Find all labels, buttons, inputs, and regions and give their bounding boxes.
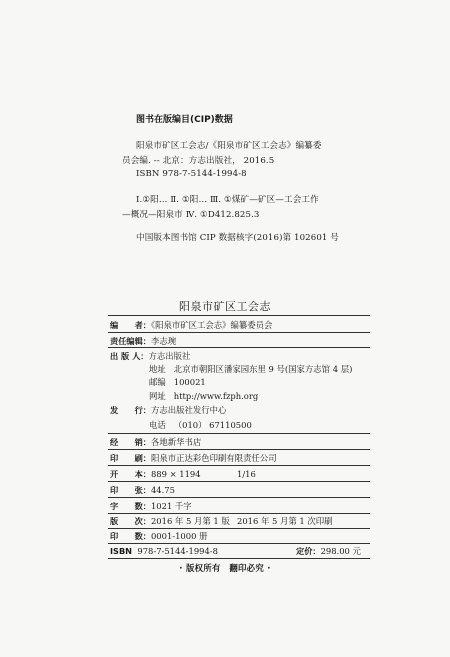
responsible-editor-row: [110, 336, 176, 346]
address-label: 地址: [149, 364, 166, 374]
printing-value: 2016 年 5 月第 1 次印刷: [237, 516, 333, 526]
phone-value: （010） 67110500: [173, 420, 252, 430]
postcode-value: 100021: [173, 377, 206, 387]
divider: [108, 543, 370, 544]
edition-value: 2016 年 5 月第 1 版: [150, 516, 230, 526]
printer-label: 印 刷：: [110, 453, 151, 463]
words-label: 字 数：: [110, 501, 151, 511]
website-row: [149, 391, 258, 401]
copies-value: 0001-1000 册: [150, 531, 208, 541]
isbn-value: 978-7-5144-1994-8: [137, 546, 218, 556]
printer-row: [110, 453, 277, 463]
sheets-row: [110, 485, 175, 495]
publisher-row: [110, 351, 190, 361]
website-label: 网址: [149, 391, 166, 401]
editor-row: [110, 320, 272, 330]
distribution-value: 方志出版社发行中心: [150, 405, 227, 415]
divider: [108, 433, 370, 434]
edition-label: 版 次：: [110, 516, 151, 526]
seller-row: [110, 437, 201, 447]
words-row: [110, 501, 192, 511]
divider-top: [108, 315, 370, 316]
phone-row: [149, 420, 252, 430]
divider: [108, 481, 370, 482]
copyright-notice: · 版权所有 翻印必究 ·: [179, 563, 271, 573]
responsible-editor-value: 李志琬: [150, 336, 177, 346]
website-link[interactable]: http://www.fzph.org: [173, 391, 259, 401]
postcode-row: [149, 377, 206, 387]
format-label: 开 本：: [110, 469, 151, 479]
postcode-label: 邮编: [149, 377, 166, 387]
divider: [108, 513, 370, 514]
divider: [108, 332, 370, 333]
printer-value: 阳泉市正达彩色印刷有限责任公司: [150, 453, 277, 463]
divider: [108, 465, 370, 466]
price-label: 定价：: [296, 546, 321, 556]
seller-value: 各地新华书店: [150, 437, 202, 447]
divider-bottom: [108, 558, 370, 559]
cip-publisher-line: 员会编. -- 北京：方志出版社， 2016.5: [122, 156, 275, 166]
format-fold: 1/16: [237, 469, 256, 479]
cip-heading: 图书在版编目(CIP)数据: [136, 115, 233, 125]
copies-label: 印 数：: [110, 531, 151, 541]
price-value: 298.00 元: [320, 546, 361, 556]
address-value: 北京市朝阳区潘家园东里 9 号(国家方志馆 4 层): [173, 364, 353, 374]
publisher-value: 方志出版社: [148, 351, 191, 361]
distribution-row: [110, 405, 226, 415]
seller-label: 经 销：: [110, 437, 151, 447]
cip-isbn-line: ISBN 978-7-5144-1994-8: [136, 169, 247, 179]
copies-row: [110, 531, 207, 541]
format-row: [110, 469, 201, 479]
address-row: [149, 364, 352, 374]
divider: [108, 347, 370, 348]
distribution-label: 发 行：: [110, 405, 151, 415]
format-value: 889 × 1194: [150, 469, 201, 479]
price-row: [296, 546, 361, 556]
publisher-label: 出 版 人：: [110, 351, 149, 361]
editor-value: 《阳泉市矿区工会志》编纂委员会: [150, 320, 273, 330]
isbn-row: [110, 546, 218, 556]
phone-label: 电话: [149, 420, 166, 430]
isbn-label: ISBN: [110, 546, 133, 556]
divider: [108, 449, 370, 450]
divider: [108, 528, 370, 529]
sheets-value: 44.75: [150, 485, 175, 495]
cip-classification-line-1: Ⅰ.①阳… Ⅱ. ①阳… Ⅲ. ①煤矿—矿区—工会工作: [136, 195, 319, 205]
cip-title-line: 阳泉市矿区工会志/《阳泉市矿区工会志》编纂委: [136, 141, 322, 151]
edition-row: [110, 516, 230, 526]
words-value: 1021 千字: [150, 501, 192, 511]
editor-label: 编 者：: [110, 320, 151, 330]
responsible-editor-label: 责任编辑：: [110, 336, 151, 346]
sheets-label: 印 张：: [110, 485, 151, 495]
book-title: 阳泉市矿区工会志: [179, 300, 271, 313]
cip-classification-line-2: —概况—阳泉市 Ⅳ. ①D412.825.3: [122, 210, 260, 220]
divider: [108, 497, 370, 498]
cip-library-line: 中国版本图书馆 CIP 数据核字(2016)第 102601 号: [136, 233, 339, 243]
